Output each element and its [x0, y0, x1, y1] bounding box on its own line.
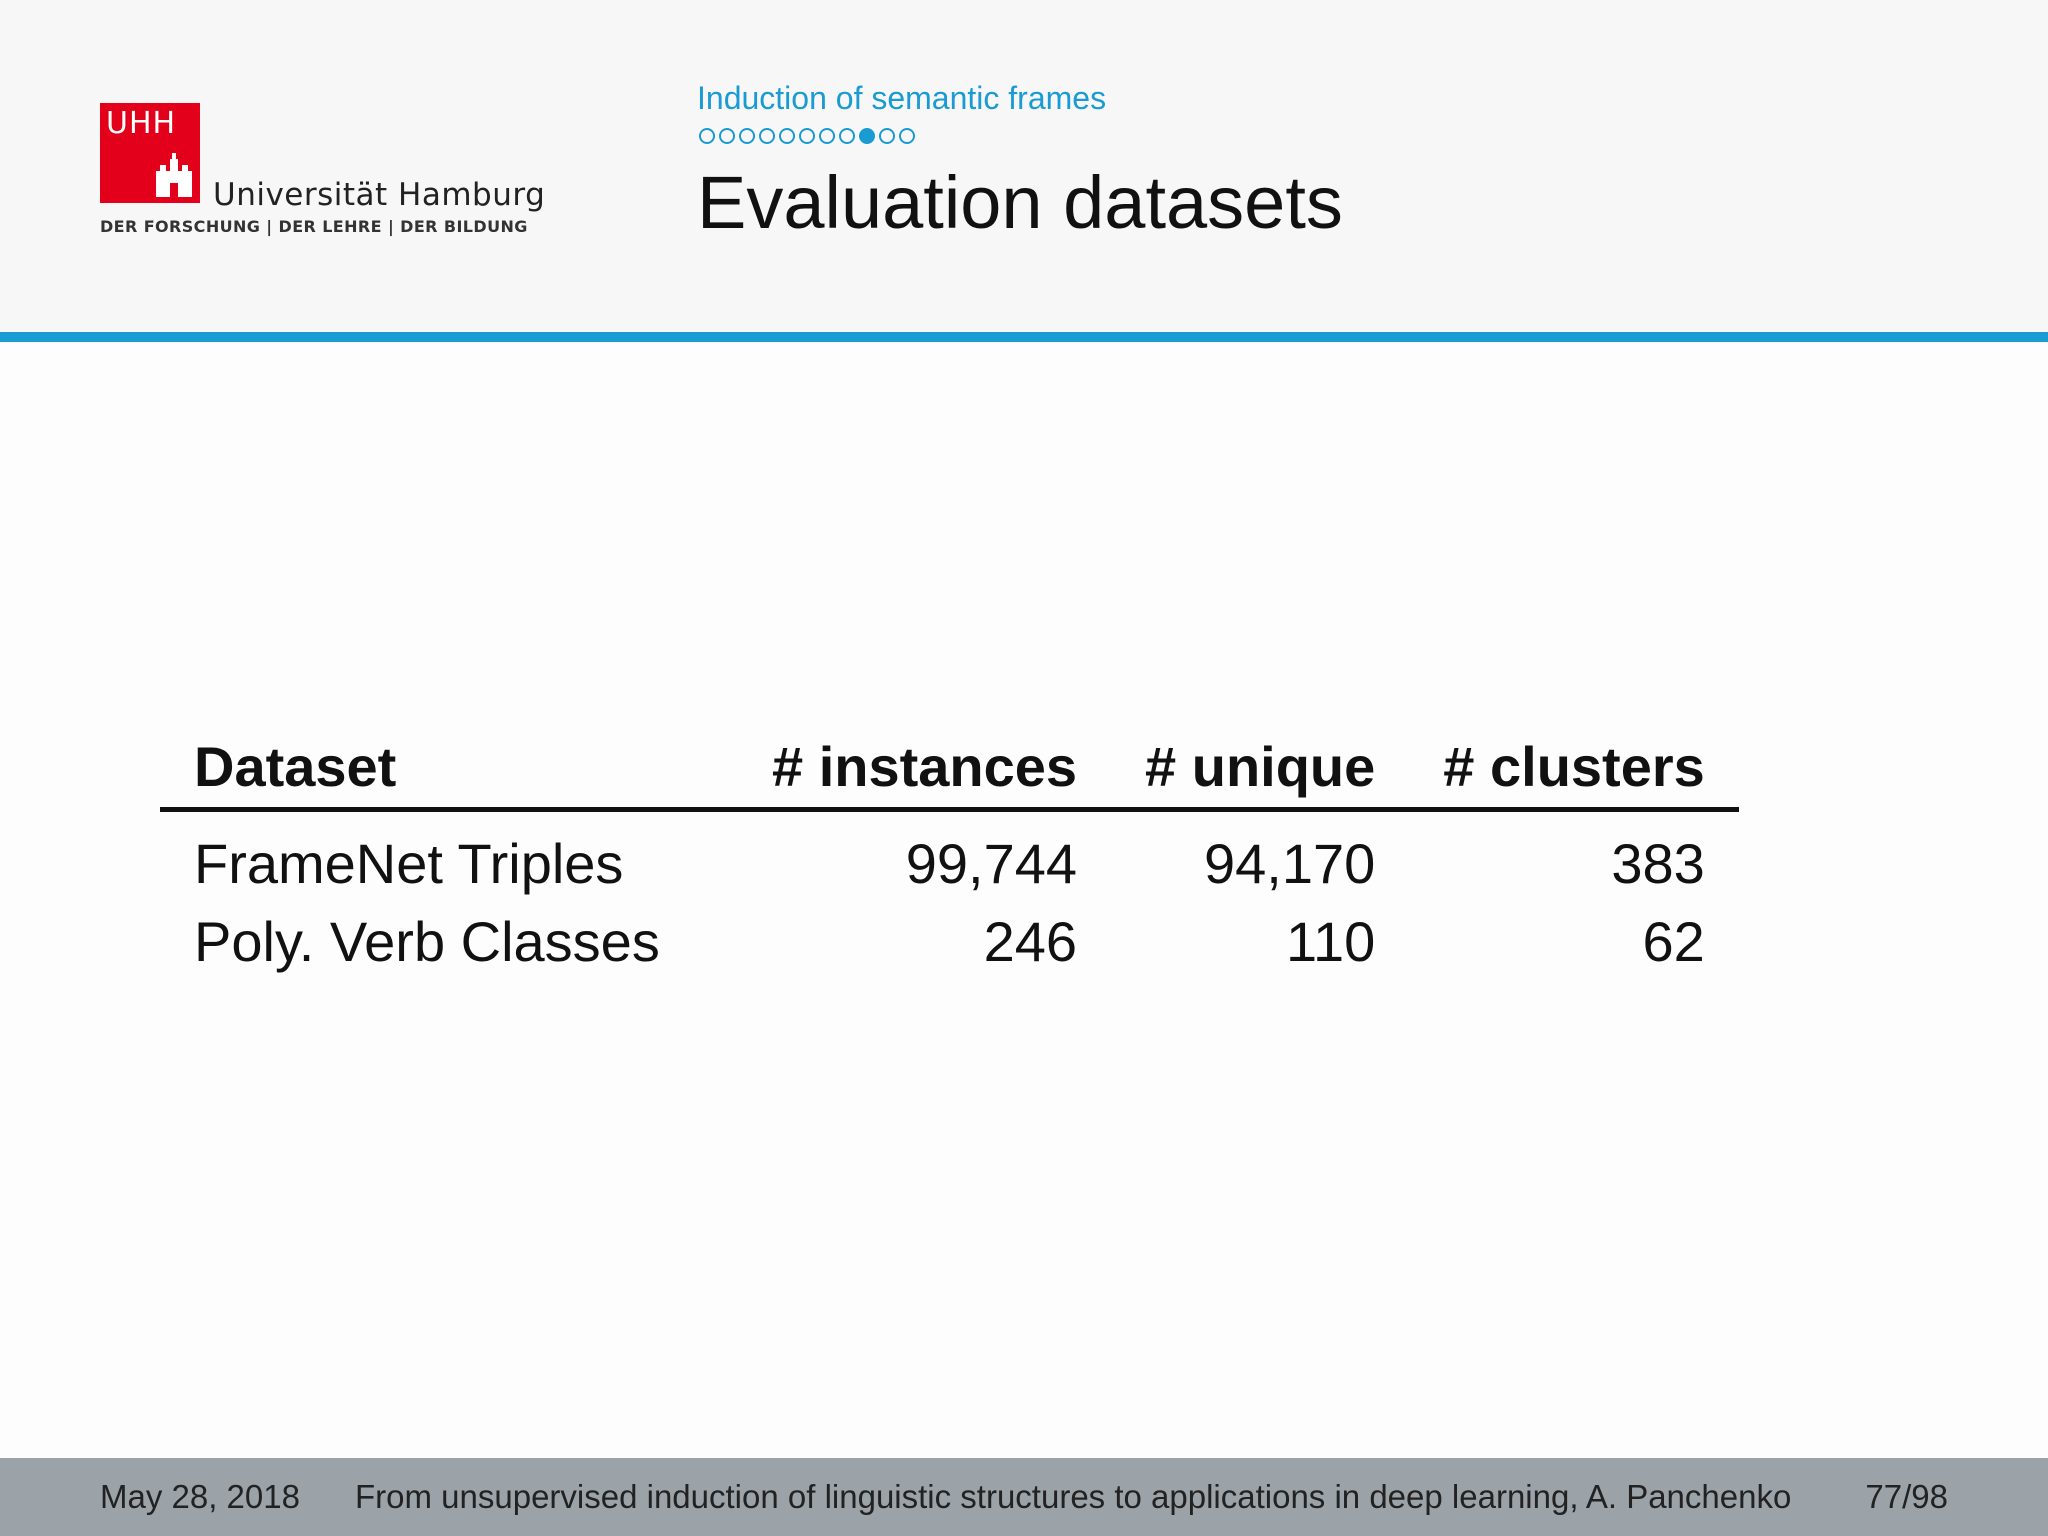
- logo-mark: UHH: [106, 106, 177, 141]
- header-clusters: # clusters: [1409, 725, 1739, 810]
- cell-dataset: Poly. Verb Classes: [194, 909, 660, 973]
- page-number: 77/98: [1865, 1478, 1948, 1515]
- progress-dot[interactable]: [799, 128, 815, 144]
- header-instances: # instances: [738, 725, 1111, 810]
- university-tagline: DER FORSCHUNG | DER LEHRE | DER BILDUNG: [100, 217, 528, 236]
- section-title: Induction of semantic frames: [697, 80, 1107, 116]
- progress-dot[interactable]: [739, 128, 755, 144]
- datasets-table: [160, 725, 1739, 980]
- cell-dataset: FrameNet Triples: [194, 831, 624, 895]
- progress-dot[interactable]: [759, 128, 775, 144]
- header-accent-line: [0, 332, 2048, 342]
- slide-title: Evaluation datasets: [697, 161, 1343, 244]
- progress-dot[interactable]: [819, 128, 835, 144]
- slide-header: [0, 0, 2048, 332]
- progress-dot[interactable]: [719, 128, 735, 144]
- cell-clusters: 62: [1642, 909, 1705, 973]
- slide-progress-dots: [699, 128, 915, 144]
- table-header-row: [160, 725, 1739, 810]
- progress-dot[interactable]: [879, 128, 895, 144]
- progress-dot-current[interactable]: [859, 128, 875, 144]
- header-unique: # unique: [1111, 725, 1409, 810]
- cell-clusters: 383: [1611, 831, 1705, 895]
- cell-instances: 99,744: [905, 831, 1078, 895]
- footer-date: May 28, 2018: [100, 1478, 300, 1515]
- castle-icon: [154, 153, 194, 199]
- progress-dot[interactable]: [899, 128, 915, 144]
- footer-title-author: From unsupervised induction of linguistic structures to applications in deep learning, A. Panchenko: [355, 1478, 1792, 1515]
- cell-unique: 110: [1286, 909, 1376, 973]
- header-dataset: Dataset: [160, 725, 738, 810]
- progress-dot[interactable]: [699, 128, 715, 144]
- progress-dot[interactable]: [839, 128, 855, 144]
- progress-dot[interactable]: [779, 128, 795, 144]
- cell-instances: 246: [983, 909, 1078, 973]
- cell-unique: 94,170: [1204, 831, 1376, 895]
- table-row: [160, 810, 1739, 903]
- table-row: [160, 902, 1739, 980]
- slide-footer: [0, 1458, 2048, 1536]
- university-name: Universität Hamburg: [213, 177, 546, 213]
- logo-red-square: [100, 103, 200, 203]
